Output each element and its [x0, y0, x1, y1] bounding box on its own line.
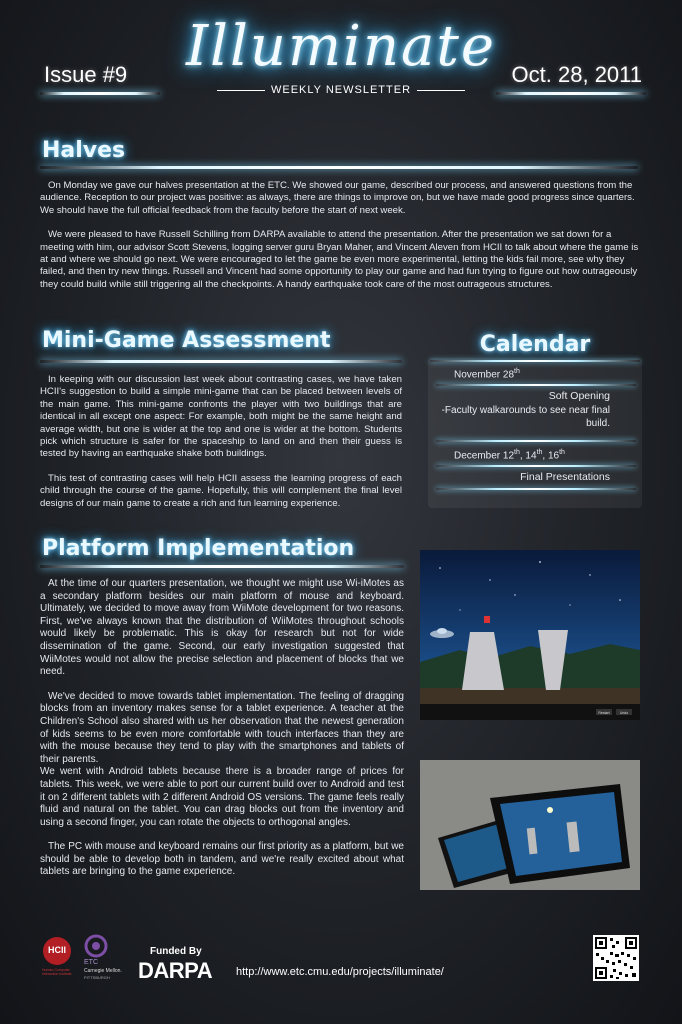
qr-code-pattern	[593, 935, 639, 981]
calendar-panel	[428, 358, 642, 508]
calendar-divider-2	[436, 440, 636, 442]
subtitle-text: WEEKLY NEWSLETTER	[270, 84, 412, 96]
undo-button-label: Undo	[619, 711, 629, 715]
pittsburgh-caption: PITTSBURGH	[84, 975, 110, 980]
issue-date: Oct. 28, 2011	[511, 62, 642, 87]
hcii-logo-text: HCII	[48, 945, 66, 955]
etc-logo-text: ETC	[84, 959, 98, 966]
halves-heading: Halves	[42, 138, 126, 163]
platform-heading: Platform Implementation	[42, 536, 355, 561]
calendar-event-2-date: December 12th, 14th, 16th	[454, 449, 565, 462]
calendar-event-1-description: -Faculty walkarounds to see near final build.	[441, 405, 610, 429]
funded-by-label: Funded By	[150, 946, 202, 957]
weekly-newsletter-label	[0, 84, 682, 96]
calendar-event-1-title: Soft Opening	[548, 390, 610, 402]
darpa-logo: DARPA	[138, 958, 213, 983]
game-scene	[420, 550, 640, 720]
calendar-divider-4	[436, 488, 636, 490]
cmu-caption: Carnegie Mellon.	[84, 968, 122, 974]
halves-paragraph-1: On Monday we gave our halves presentation at the ETC. We showed our game, described our process, and answered questions from the audience. Reception to our project was positive: as always, there are things to improve on, but we have made good progress since quarters. We should have the full official feedback from the faculty before the start of next week.	[40, 180, 635, 216]
etc-logo	[84, 934, 122, 980]
game-screenshot	[420, 550, 640, 720]
calendar-divider-top	[430, 360, 640, 362]
calendar-event-2-title: Final Presentations	[520, 471, 610, 483]
tablet-photo	[420, 760, 640, 890]
project-url[interactable]: http://www.etc.cmu.edu/projects/illuminate/	[236, 966, 444, 978]
issue-number: Issue #9	[44, 62, 128, 87]
platform-paragraph-1: At the time of our quarters presentation, we thought we might use Wi-iMotes as a secondary platform besides our main platform of mouse and keyboard. Ultimately, we decided to move away from WiiMote development for two reasons. First, we've always known that the distribution of WiiMotes throughout schools would likely be problematic. This is okay for research but not for wide dissemination of the game. Second, our early investigation suggested that WiiMotes would not allow the precise selection and placement of blocks that we need.	[40, 578, 404, 678]
halves-paragraph-2: We were pleased to have Russell Schilling from DARPA available to attend the presentation. After the presentation we sat down for a meeting with him, our advisor Scott Stevens, logging server guru Bryan Maher, and Vincent Aleven from HCII to talk about where the game is at and where we should go next. We were encouraged to let the game be even more experimental, letting the kids fail more, see why they failed, and then try new things. Russell and Vincent had some opportunity to play our game and had fun trying to figure out how outrageously they could build while still triggering all the checkpoints. A handy earthquake took care of the most outrageous structures.	[40, 229, 639, 290]
qr-code-icon	[593, 935, 639, 981]
platform-paragraph-4: The PC with mouse and keyboard remains our first priority as a platform, but we should be able to develop both in tandem, and we're really excited about what tablets are bringing to the game experience.	[40, 841, 404, 878]
hcii-caption: Human-Computer Interaction Institute	[42, 968, 72, 976]
etc-logo-mark	[84, 934, 108, 958]
minigame-paragraph-2: This test of contrasting cases will help HCII assess the learning progress of each child through the course of the game. Hopefully, this will complement the final level designs of our main game to create a rich and fun learning experience.	[40, 472, 402, 509]
platform-body	[40, 578, 404, 891]
minigame-heading: Mini-Game Assessment	[42, 328, 331, 353]
calendar-divider-1	[436, 384, 636, 386]
platform-paragraph-3: We went with Android tablets because there is a broader range of prices for tablets. This week, we were able to port our current build over to Android and test it on 2 different tablets with 2 different Android OS versions. The game feels really fluid and natural on the tablet. You can drag blocks out from the inventory and using a second finger, you can rotate the objects to orthogonal angles.	[40, 766, 404, 828]
calendar-event-1-date: November 28th	[454, 368, 520, 381]
calendar-heading: Calendar	[479, 332, 591, 357]
halves-divider	[40, 166, 638, 169]
logo-title: Illuminate	[185, 14, 497, 79]
minigame-divider	[40, 360, 402, 363]
restart-button-label: Restart	[598, 711, 610, 715]
minigame-paragraph-1: In keeping with our discussion last week about contrasting cases, we have taken HCII's suggestion to build a simple mini-game that can be placed between levels of the main game. This mini-game confronts the player with two buildings that are identical in all except one aspect: For example, both might be the same height and average width, but one is wider at the top and one is wider at the bottom. Students pick which structure is safer for the spaceship to land on and then their guess is tested by having an earthquake shake both buildings.	[40, 374, 402, 460]
platform-divider	[40, 565, 404, 568]
tablet-scene	[420, 760, 640, 890]
platform-paragraph-2: We've decided to move towards tablet implementation. The feeling of dragging blocks from an inventory makes sense for a tablet experience. A teacher at the Children's School also shared with us her observation that the newest generation of kids seems to be even more comfortable with touch interfaces than they are with the mouse because they tend to play with the smartphones and tablets of their parents.	[40, 690, 404, 765]
hcii-logo	[42, 936, 72, 976]
minigame-body	[40, 374, 402, 522]
calendar-divider-3	[436, 465, 636, 467]
halves-body	[40, 180, 642, 303]
